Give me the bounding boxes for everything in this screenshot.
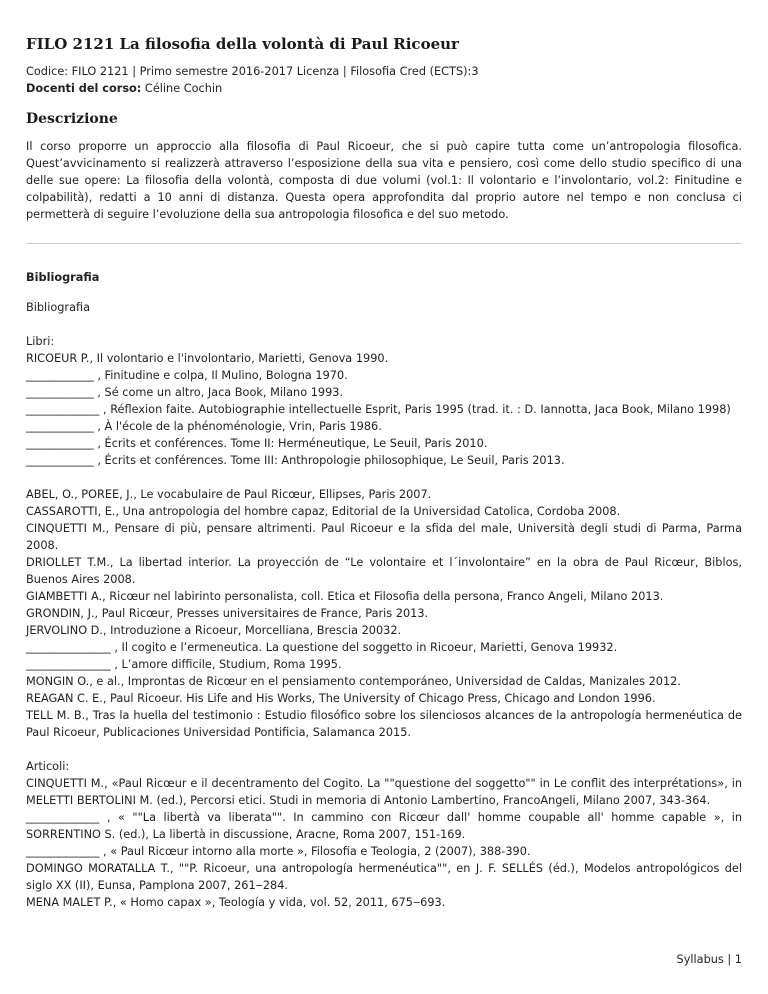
bibliography-entry: CASSAROTTI, E., Una antropologia del hombre capaz, Editorial de la Universidad Catolica, Cordoba 2008. (26, 505, 621, 518)
bibliography-entry: ____________ , Écrits et conférences. Tome II: Herméneutique, Le Seuil, Paris 2010. (26, 437, 488, 450)
course-code-line: Codice: FILO 2121 | Primo semestre 2016-2017 Licenza | Filosofia Cred (ECTS):3 (26, 65, 479, 78)
bibliography-entry: CINQUETTI M., «Paul Ricœur e il decentramento del Cogito. La ""questione del soggetto"" in Le conflit des interprétations», in MELETTI BERTOLINI M. (ed.), Percorsi etici. Studi in memoria di Antonio Lambertino, FrancoAngeli, Milano 2007, 343-364. (26, 777, 742, 807)
section-divider (26, 243, 742, 244)
bibliography-entry: MENA MALET P., « Homo capax », Teología y vida, vol. 52, 2011, 675‒693. (26, 896, 446, 909)
instructor-label: Docenti del corso: (26, 82, 142, 95)
bibliography-entry: ____________ , Sé come un altro, Jaca Book, Milano 1993. (26, 386, 344, 399)
bibliography-entry: DRIOLLET T.M., La libertad interior. La proyección de “Le volontaire et l´involontaire” en la obra de Paul Ricœur, Biblos, Buenos Aires 2008. (26, 556, 742, 586)
bibliography-entry: _______________ , L’amore difficile, Studium, Roma 1995. (26, 658, 342, 671)
instructor-line (26, 80, 742, 97)
instructor-name: Céline Cochin (141, 82, 223, 95)
bibliography-entry: ABEL, O., POREE, J., Le vocabulaire de Paul Ricœur, Ellipses, Paris 2007. (26, 488, 432, 501)
bibliography-entry: CINQUETTI M., Pensare di più, pensare altrimenti. Paul Ricoeur e la sfida del male, Università degli studi di Parma, Parma 2008. (26, 522, 742, 552)
bibliography-entry: ____________ , Écrits et conférences. Tome III: Anthropologie philosophique, Le Seuil, Paris 2013. (26, 454, 565, 467)
page-footer: Syllabus | 1 (676, 953, 742, 966)
bibliography-entry: Articoli: (26, 760, 70, 773)
bibliography-entry: _____________ , « Paul Ricœur intorno alla morte », Filosofia e Teologia, 2 (2007), 388-390. (26, 845, 531, 858)
studies-list (26, 486, 742, 741)
bibliography-entry: _______________ , Il cogito e l’ermeneutica. La questione del soggetto in Ricoeur, Marietti, Genova 19932. (26, 641, 618, 654)
course-meta (26, 63, 742, 97)
bibliography-entry: RICOEUR P., Il volontario e l'involontario, Marietti, Genova 1990. (26, 352, 389, 365)
bibliography-entry: TELL M. B., Tras la huella del testimonio : Estudio filosófico sobre los silenciosos alcances de la antropología hermenéutica de Paul Ricoeur, Publicaciones Universidad Pontificia, Salamanca 2015. (26, 709, 742, 739)
bibliography-entry: _____________ , Réflexion faite. Autobiographie intellectuelle Esprit, Paris 1995 (trad. it. : D. Iannotta, Jaca Book, Milano 1998) (26, 403, 731, 416)
bibliography-entry: JERVOLINO D., Introduzione a Ricoeur, Morcelliana, Brescia 20032. (26, 624, 402, 637)
bibliography-entry: GIAMBETTI A., Ricœur nel labirinto personalista, coll. Etica et Filosofia della persona, Franco Angeli, Milano 2013. (26, 590, 664, 603)
bibliography-entry: ____________ , Finitudine e colpa, Il Mulino, Bologna 1970. (26, 369, 348, 382)
articles-list (26, 758, 742, 911)
bibliography-heading: Bibliografia (26, 271, 100, 284)
description-text: Il corso proporre un approccio alla filosofia di Paul Ricoeur, che si può capire tutta come un’antropologia filosofica. Quest’avvicinamento si realizzerà attraverso l’esposizione della sua vita e pensiero, così come dello studio specifico di una delle sue opere: La filosofia della volontà, composta di due volumi (vol.1: Il volontario e l’involontario, vol.2: Finitudine e colpabilità), redatti a 10 anni di distanza. Questa opera approfondita dal proprio autore nel tempo e non conclusa ci permetterà di seguire l’evoluzione della sua antropologia filosofica e del suo metodo. (26, 140, 742, 221)
bibliography-entry: Libri: (26, 335, 55, 348)
books-list (26, 333, 742, 469)
syllabus-page (26, 0, 742, 911)
bibliography-subheading: Bibliografia (26, 301, 91, 314)
bibliography-entry: GRONDIN, J., Paul Ricœur, Presses universitaires de France, Paris 2013. (26, 607, 429, 620)
bibliography-entry: MONGIN O., e al., Improntas de Ricœur en el pensiamento contemporáneo, Universidad de Caldas, Manizales 2012. (26, 675, 681, 688)
bibliography-entry: DOMINGO MORATALLA T., ""P. Ricoeur, una antropología hermenéutica"", en J. F. SELLÉS (éd.), Modelos antropológicos del siglo XX (II), Eunsa, Pamplona 2007, 261‒284. (26, 862, 742, 892)
bibliography-entry: _____________ , « ""La libertà va liberata"". In cammino con Ricœur dall' homme coupable all' homme capable », in SORRENTINO S. (ed.), La libertà in discussione, Aracne, Roma 2007, 151-169. (26, 811, 742, 841)
bibliography-entry: REAGAN C. E., Paul Ricoeur. His Life and His Works, The University of Chicago Press, Chicago and London 1996. (26, 692, 656, 705)
bibliography-entry: ____________ , À l'école de la phénoménologie, Vrin, Paris 1986. (26, 420, 382, 433)
course-title: FILO 2121 La filosofia della volontà di Paul Ricoeur (26, 35, 459, 53)
description-heading: Descrizione (26, 111, 118, 127)
